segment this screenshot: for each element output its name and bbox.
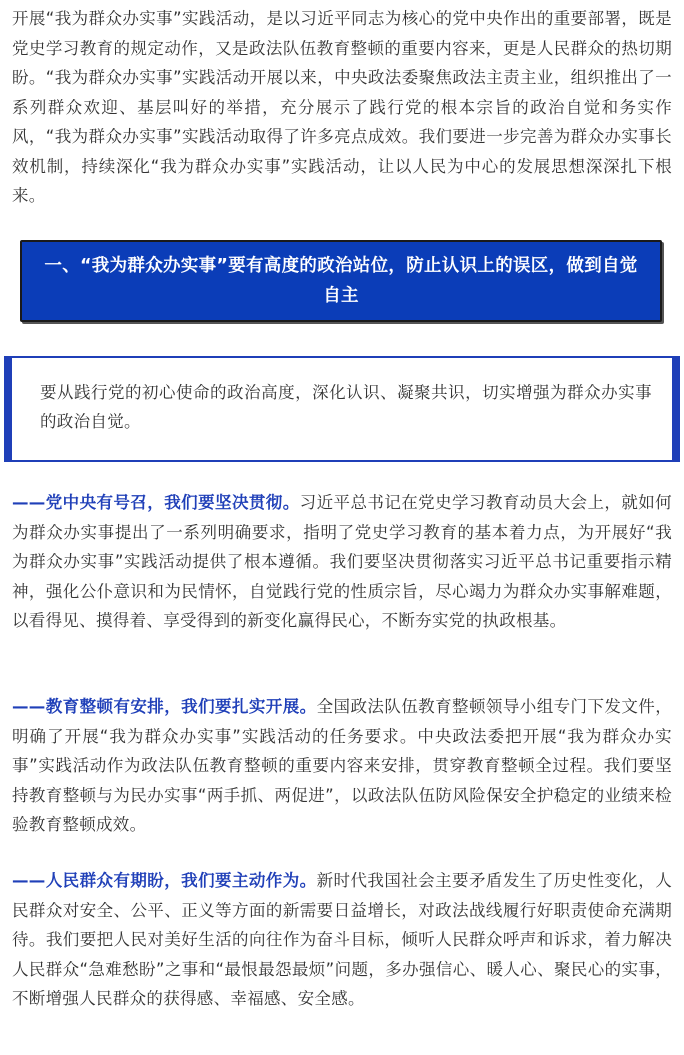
section-heading-banner — [20, 240, 662, 322]
section-body-2: 全国政法队伍教育整顿领导小组专门下发文件，明确了开展“我为群众办实事”实践活动的任务要求。中央政法委把开展“我为群众办实事”实践活动作为政法队伍教育整顿的重要内容来安排，贯穿教育整顿全过程。我们要坚持教育整顿与为民办实事“两手抓、两促进”，以政法队伍防风险保安全护稳定的业绩来检验教育整顿成效。 — [12, 697, 672, 834]
quote-text: 要从践行党的初心使命的政治高度，深化认识、凝聚共识，切实增强为群众办实事的政治自觉。 — [40, 383, 652, 431]
section-body-1: 习近平总书记在党史学习教育动员大会上，就如何为群众办实事提出了一系列明确要求，指明了党史学习教育的基本着力点，为开展好“我为群众办实事”实践活动提供了根本遵循。我们要坚决贯彻落实习近平总书记重要指示精神，强化公仆意识和为民情怀，自觉践行党的性质宗旨，尽心竭力为群众办实事解难题，以看得见、摸得着、享受得到的新变化赢得民心，不断夯实党的执政根基。 — [12, 493, 672, 630]
quote-frame-bottom — [4, 460, 680, 462]
section-body-3: 新时代我国社会主要矛盾发生了历史性变化，人民群众对安全、公平、正义等方面的新需要日益增长，对政法战线履行好职责使命充满期待。我们要把人民对美好生活的向往作为奋斗目标，倾听人民群众呼声和诉求，着力解决人民群众“急难愁盼”之事和“最恨最怨最烦”问题，多办强信心、暖人心、聚民心的实事，不断增强人民群众的获得感、幸福感、安全感。 — [12, 871, 672, 1008]
section-paragraph-1 — [12, 488, 672, 636]
section-lead-1: ——党中央有号召，我们要坚决贯彻。 — [12, 493, 300, 512]
section-heading-text: 一、“我为群众办实事”要有高度的政治站位，防止认识上的误区，做到自觉自主 — [44, 256, 638, 306]
intro-paragraph — [12, 4, 672, 211]
section-paragraph-2 — [12, 692, 672, 840]
quote-frame-right — [672, 356, 680, 462]
quote-frame-left — [4, 356, 12, 462]
section-paragraph-3 — [12, 866, 672, 1014]
quote-frame-top — [4, 356, 680, 358]
highlight-quote-box — [4, 356, 680, 462]
intro-text: 开展“我为群众办实事”实践活动，是以习近平同志为核心的党中央作出的重要部署，既是党史学习教育的规定动作，又是政法队伍教育整顿的重要内容来，更是人民群众的热切期盼。“我为群众办实事”实践活动开展以来，中央政法委聚焦政法主责主业，组织推出了一系列群众欢迎、基层叫好的举措，充分展示了践行党的根本宗旨的政治自觉和务实作风，“我为群众办实事”实践活动取得了许多亮点成效。我们要进一步完善为群众办实事长效机制，持续深化“我为群众办实事”实践活动，让以人民为中心的发展思想深深扎下根来。 — [12, 9, 672, 205]
section-lead-3: ——人民群众有期盼，我们要主动作为。 — [12, 871, 317, 890]
section-lead-2: ——教育整顿有安排，我们要扎实开展。 — [12, 697, 317, 716]
